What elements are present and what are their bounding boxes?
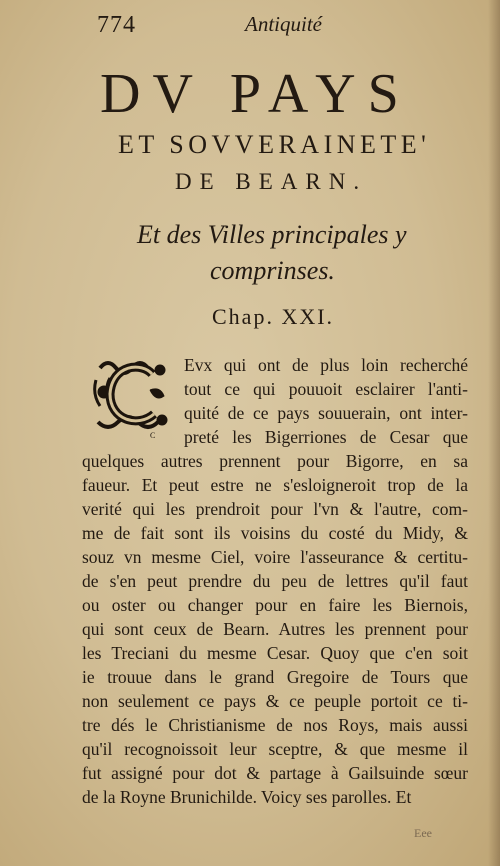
body-line: verité qui les prendroit pour l'vn & l'autre, com- <box>82 499 468 519</box>
title-line-1: DV PAYS <box>100 63 411 125</box>
body-line: tout ce qui pouuoit esclairer l'anti- <box>184 379 468 399</box>
body-line: non seulement ce pays & ce peuple portoit ce ti- <box>82 691 468 711</box>
body-line: de la Royne Brunichilde. Voicy ses parolles. Et <box>82 787 412 807</box>
body-line: me de fait sont ils voisins du costé du Midy, & <box>82 523 468 543</box>
title-line-3: DE BEARN. <box>175 169 368 194</box>
body-line: Evx qui ont de plus loin recherché <box>184 355 468 375</box>
body-line: faueur. Et peut estre ne s'esloigneroit trop de la <box>82 475 468 495</box>
chapter-heading: Chap. XXI. <box>212 304 335 329</box>
subtitle-line-1: Et des Villes principales y <box>137 220 407 249</box>
body-line: quelques autres prennent pour Bigorre, en sa <box>82 451 468 471</box>
title-line-2: ET SOVVERAINETE' <box>118 130 431 159</box>
body-line: preté les Bigerriones de Cesar que <box>184 427 468 447</box>
body-line: ie trouue dans le grand Gregoire de Tours que <box>82 667 468 687</box>
body-line: qu'il recognoissoit leur sceptre, & que mesme il <box>82 739 468 759</box>
body-line: les Treciani du mesme Cesar. Quoy que c'en soit <box>82 643 468 663</box>
initial-letter-text: C <box>150 431 156 440</box>
signature-mark: Eee <box>414 826 432 840</box>
body-line: de s'en peut prendre du peu de lettres qu'il faut <box>82 571 468 591</box>
page-number: 774 <box>97 12 136 38</box>
subtitle-line-2: comprinses. <box>210 256 335 285</box>
body-line: tre dés le Christianisme de nos Roys, mais aussi <box>82 715 468 735</box>
page-edge-shadow <box>488 0 500 866</box>
body-line: fut assigné pour dot & partage à Gailsuinde sœur <box>82 763 468 783</box>
running-title: Antiquité <box>245 12 322 36</box>
decorated-initial-c <box>90 350 176 440</box>
body-line: quité de ce pays souuerain, ont inter- <box>184 403 468 423</box>
running-head <box>97 12 397 42</box>
body-line: qui sont ceux de Bearn. Autres les prennent pour <box>82 619 468 639</box>
body-line: souz vn mesme Ciel, voire l'asseurance & certitu- <box>82 547 468 567</box>
body-line: ou oster ou changer pour en faire les Biernois, <box>82 595 468 615</box>
